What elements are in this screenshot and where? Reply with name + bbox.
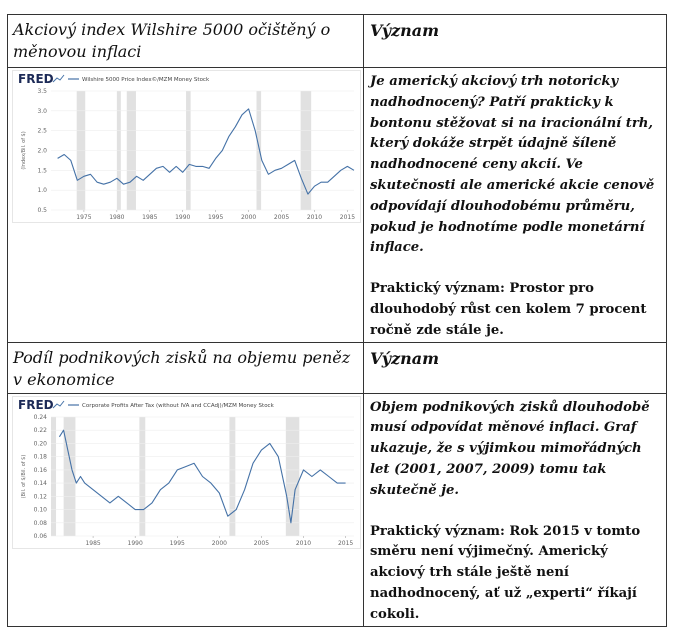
x-tick-label: 2010 (306, 214, 323, 221)
x-tick-label: 1995 (208, 214, 224, 221)
header-profits: Podíl podnikových zisků na objemu peněz v ekonomice (8, 342, 364, 393)
y-tick-label: 0.22 (33, 426, 47, 434)
recession-band (51, 417, 56, 536)
recession-band (139, 417, 145, 536)
y-tick-label: 1.5 (37, 167, 47, 175)
y-tick-label: 0.14 (33, 479, 47, 487)
y-axis-label: (Index/Bil. of $) (21, 131, 27, 170)
x-tick-label: 1985 (142, 214, 158, 221)
y-tick-label: 0.06 (33, 532, 47, 540)
legend-label: Corporate Profits After Tax (without IVA and CCAdj)/MZM Money Stock (82, 402, 274, 409)
chart-wilshire-svg (13, 71, 360, 222)
fred-logo: FRED (18, 397, 54, 412)
y-tick-label: 0.20 (33, 440, 47, 448)
x-tick-label: 2005 (253, 539, 270, 547)
x-tick-label: 2015 (339, 214, 356, 221)
y-tick-label: 2.5 (37, 127, 47, 135)
x-tick-label: 1990 (175, 214, 191, 221)
text-cell-1 (364, 68, 667, 343)
content-table (7, 14, 667, 627)
y-tick-label: 0.24 (33, 413, 47, 421)
y-axis-label: (Bil. of $/Bil. of $) (21, 454, 27, 498)
y-tick-label: 0.5 (37, 207, 47, 214)
x-tick-label: 1985 (85, 539, 101, 547)
legend-label: Wilshire 5000 Price Index©/MZM Money Stock (82, 77, 210, 83)
x-tick-label: 1995 (169, 539, 185, 547)
y-tick-label: 3.5 (37, 88, 47, 95)
x-tick-label: 2000 (240, 214, 257, 221)
fred-logo-graph-icon (53, 401, 64, 408)
paragraph-wilshire-meaning: Je americký akciový trh notoricky nadhodnocený? Patří prakticky k bontonu stěžovat si na iracionální trh, který dokáže strpět údajně šíleně nadhodnocené ceny akcií. Ve skutečnosti ale americké akcie cenově odpovídají dlouhodobému průměru, pokud je hodnotíme podle monetární inflace. (370, 74, 655, 256)
fred-logo-graph-icon (53, 75, 64, 82)
y-tick-label: 2.0 (37, 147, 47, 155)
recession-band (229, 417, 235, 536)
x-tick-label: 1980 (109, 214, 125, 221)
chart-profits-svg (13, 397, 360, 548)
chart-cell-2 (8, 393, 364, 626)
y-tick-label: 0.12 (33, 492, 47, 500)
y-tick-label: 0.08 (33, 519, 47, 527)
fred-logo: FRED (18, 72, 54, 86)
x-tick-label: 1975 (76, 214, 92, 221)
y-tick-label: 0.16 (33, 466, 47, 474)
x-tick-label: 2010 (295, 539, 312, 547)
x-tick-label: 2005 (273, 214, 290, 221)
header-wilshire: Akciový index Wilshire 5000 očištěný o měnovou inflaci (8, 15, 364, 68)
y-tick-label: 1.0 (37, 187, 47, 195)
header-vyznam-2: Význam (364, 342, 667, 393)
y-tick-label: 3.0 (37, 107, 47, 115)
x-tick-label: 1990 (127, 539, 143, 547)
fred-chart-profits (12, 396, 361, 549)
x-tick-label: 2000 (211, 539, 227, 547)
chart-cell-1 (8, 68, 364, 343)
x-tick-label: 2015 (337, 539, 354, 547)
header-vyznam-1: Význam (364, 15, 667, 68)
paragraph-profits-practical: Praktický význam: Rok 2015 v tomto směru není výjimečný. Americký akciový trh stále ještě není nadhodnocený, ať už „experti“ říkají cokoli. (370, 523, 641, 622)
recession-band (286, 417, 299, 536)
y-tick-label: 0.10 (33, 506, 47, 514)
fred-chart-wilshire (12, 70, 361, 223)
paragraph-wilshire-practical: Praktický význam: Prostor pro dlouhodobý růst cen kolem 7 procent ročně zde stále je. (370, 281, 647, 338)
text-cell-2 (364, 393, 667, 626)
y-tick-label: 0.18 (33, 453, 47, 461)
paragraph-profits-meaning: Objem podnikových zisků dlouhodobě musí odpovídat měnové inflaci. Graf ukazuje, že s výjimkou mimořádných let (2001, 2007, 2009) tomu tak skutečně je. (370, 399, 650, 498)
